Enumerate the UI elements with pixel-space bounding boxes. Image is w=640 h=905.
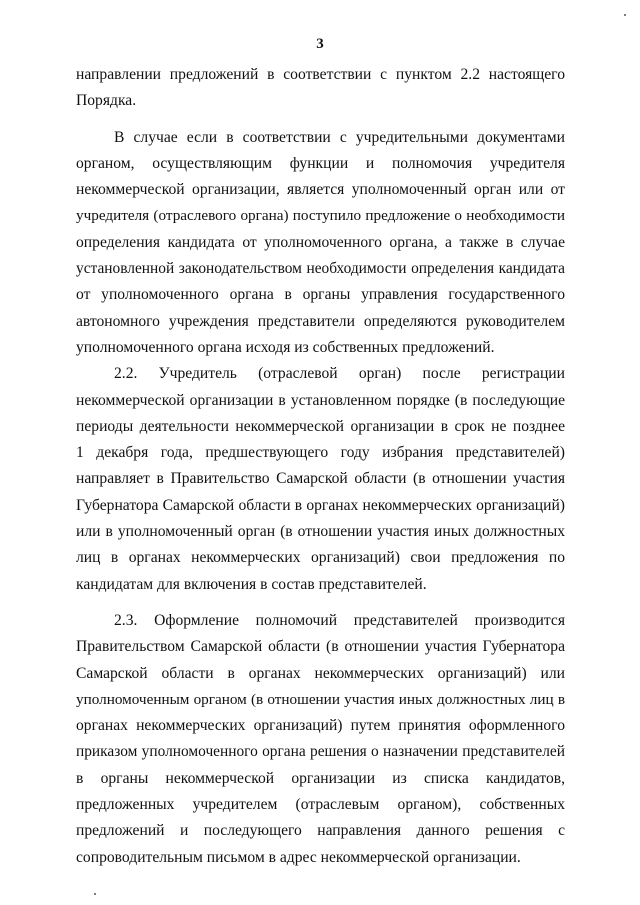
text-line: периоды деятельности некоммерческой организации в срок не позднее — [76, 417, 565, 435]
text-line: или в уполномоченный орган (в отношении участия иных должностных — [76, 523, 565, 541]
paragraph-continuation — [76, 62, 565, 115]
text-line: кандидатам для включения в состав представителей. — [76, 575, 427, 593]
text-line: 1 декабря года, предшествующего году избрания представителей) — [76, 444, 565, 462]
text-line: некоммерческой организации в установленном порядке (в последующие — [76, 391, 565, 409]
text-line: установленной законодательством необходимости определения кандидата — [76, 260, 565, 278]
text-line: Губернатора Самарской области в органах некоммерческих организаций) — [76, 496, 565, 514]
paragraph-founder-case — [76, 125, 565, 362]
text-line: предложений и последующего направления данного решения с — [76, 822, 565, 840]
text-line: органах некоммерческих организаций) путем принятия оформленного — [76, 717, 565, 735]
text-line: В случае если в соответствии с учредительными документами — [114, 128, 565, 146]
text-line: направляет в Правительство Самарской области (в отношении участия — [76, 470, 565, 488]
text-line: уполномоченным органом (в отношении участия иных должностных лиц в — [76, 690, 565, 708]
text-line: Порядка. — [76, 92, 137, 110]
text-line: органом, осуществляющим функции и полномочия учредителя — [76, 154, 565, 172]
page-number: 3 — [316, 36, 324, 52]
text-line: некоммерческой организации, является уполномоченный орган или от — [76, 181, 565, 199]
paragraph-section-2-3 — [76, 608, 565, 871]
scan-speck — [94, 893, 96, 895]
document-body — [76, 62, 565, 871]
text-line: 2.2. Учредитель (отраслевой орган) после регистрации — [114, 365, 565, 383]
text-line: сопроводительным письмом в адрес некоммерческой организации. — [76, 848, 521, 866]
text-line: приказом уполномоченного органа решения о назначении представителей — [76, 743, 565, 761]
text-line: учредителя (отраслевого органа) поступило предложение о необходимости — [76, 207, 565, 225]
text-line: уполномоченного органа исходя из собственных предложений. — [76, 338, 495, 356]
text-line: направлении предложений в соответствии с пунктом 2.2 настоящего — [76, 66, 565, 83]
text-line: от уполномоченного органа в органы управления государственного — [76, 286, 565, 304]
paragraph-gap — [76, 115, 565, 125]
scan-speck — [624, 14, 626, 16]
text-line: Самарской области в органах некоммерческих организаций) или — [76, 664, 565, 682]
text-line: Правительством Самарской области (в отношении участия Губернатора — [76, 638, 565, 656]
text-line: лиц в органах некоммерческих организаций) свои предложения по — [76, 549, 565, 567]
text-line: автономного учреждения представители определяются руководителем — [76, 312, 565, 330]
text-line: 2.3. Оформление полномочий представителей производится — [114, 611, 565, 629]
text-line: определения кандидата от уполномоченного органа, а также в случае — [76, 233, 565, 251]
text-line: предложенных учредителем (отраслевым органом), собственных — [76, 796, 565, 814]
text-line: в органы некоммерческой организации из списка кандидатов, — [76, 769, 565, 787]
paragraph-section-2-2 — [76, 361, 565, 598]
paragraph-gap — [76, 598, 565, 608]
